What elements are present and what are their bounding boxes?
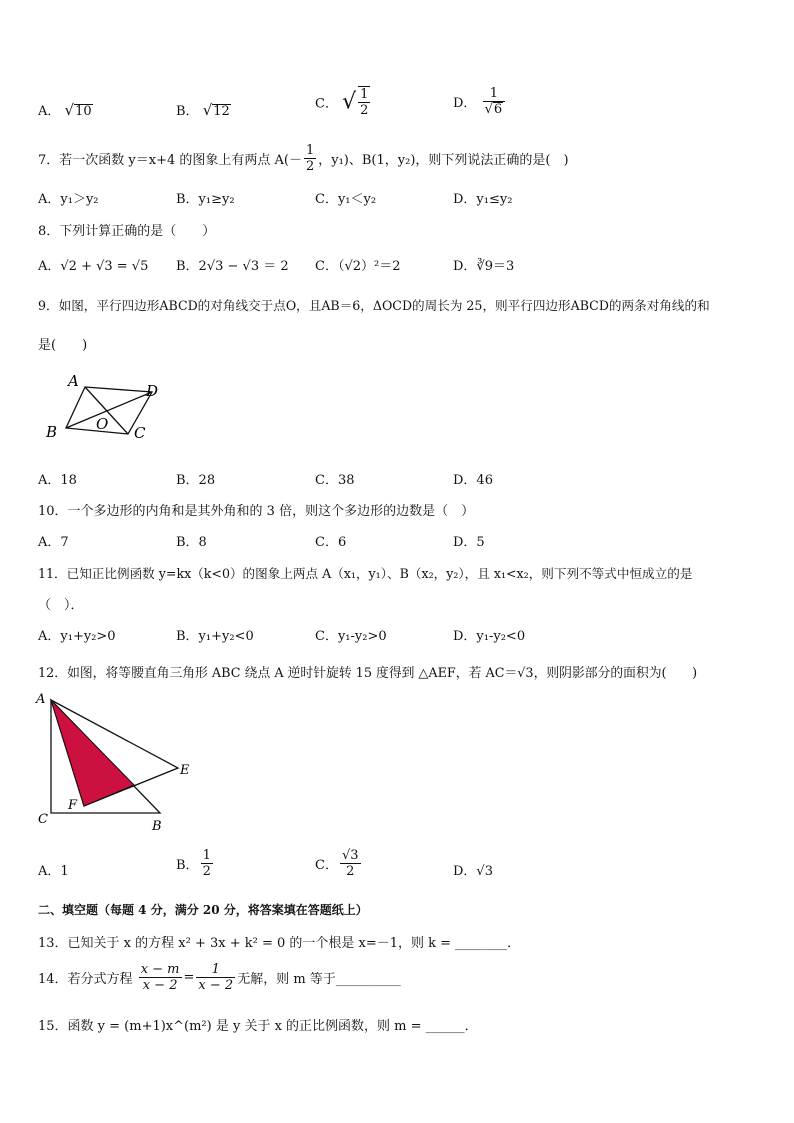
label-E: E	[180, 763, 190, 778]
q8-option-a: A．√2 + √3 = √5	[38, 259, 149, 274]
q11-question: 11．已知正比例函数 y=kx（k<0）的图象上两点 A（x₁，y₁）、B（x₂，y₂），且 x₁<x₂，则下列不等式中恒成立的是	[38, 566, 693, 581]
label-A: A	[68, 372, 79, 390]
q12-option-d: D．√3	[453, 864, 493, 879]
label-A: A	[36, 692, 46, 707]
q11-option-b: B．y₁+y₂<0	[176, 629, 254, 644]
label-C: C	[38, 812, 48, 827]
q10-option-a: A．7	[38, 535, 69, 550]
q14-question: 14．若分式方程 $\frac{x - m}{x - 2}$ = $\frac{1}{x - 2}$ 无解，则 m 等于__________	[38, 962, 401, 993]
q15-question: 15．函数 y = (m+1)x^(m²) 是 y 关于 x 的正比例函数，则 m = ______．	[38, 1019, 478, 1034]
parallelogram-figure	[40, 370, 170, 445]
q11-option-d: D．y₁-y₂<0	[453, 629, 526, 644]
q7-option-a: A．y₁＞y₂	[38, 192, 99, 207]
q12-option-c: C． $\frac{√3}{2}$	[315, 848, 359, 879]
q13-question: 13．已知关于 x 的方程 x² + 3x + k² = 0 的一个根是 x=－1，则 k = ________．	[38, 936, 521, 951]
q6-option-d: D． $\frac{1}{√6}$	[453, 86, 507, 117]
q11-question-cont: （ ）．	[38, 598, 84, 613]
q7-option-d: D．y₁≤y₂	[453, 192, 513, 207]
q7-option-b: B．y₁≥y₂	[176, 192, 235, 207]
label-B: B	[152, 819, 162, 834]
q10-option-d: D．5	[453, 535, 485, 550]
label-F: F	[68, 798, 78, 813]
label-D: D	[146, 382, 159, 400]
q9-option-d: D．46	[453, 473, 493, 488]
label-B: B	[46, 423, 58, 441]
q9-option-c: C．38	[315, 473, 355, 488]
q6-option-b: B． √12	[176, 101, 230, 119]
q9-option-a: A．18	[38, 473, 77, 488]
q10-option-b: B．8	[176, 535, 207, 550]
triangle-rotation-figure	[30, 688, 200, 836]
q10-option-c: C．6	[315, 535, 347, 550]
label-C: C	[134, 424, 146, 442]
q7-option-c: C．y₁＜y₂	[315, 192, 377, 207]
q8-option-b: B．2√3 − √3 ＝ 2	[176, 259, 289, 274]
q10-question: 10．一个多边形的内角和是其外角和的 3 倍，则这个多边形的边数是（ ）	[38, 504, 475, 519]
section-heading: 二、填空题（每题 4 分，满分 20 分，将答案填在答题纸上）	[38, 903, 368, 917]
q7-question: 7．若一次函数 y＝x+4 的图象上有两点 A(－ $\frac{1}{2}$ ，y₁)、B(1，y₂)，则下列说法正确的是( )	[38, 143, 569, 174]
q8-option-d: D．∛9＝3	[453, 259, 515, 274]
q9-option-b: B．28	[176, 473, 216, 488]
q8-question: 8．下列计算正确的是（ ）	[38, 224, 216, 239]
q12-option-b: B． $\frac{1}{2}$	[176, 848, 211, 879]
label-O: O	[96, 415, 109, 433]
shaded-region	[51, 700, 134, 806]
q9-question: 9．如图，平行四边形ABCD的对角线交于点O，且AB＝6，ΔOCD的周长为 25，则平行四边形ABCD的两条对角线的和	[38, 298, 710, 313]
q8-option-c: C．（√2）²＝2	[315, 259, 401, 274]
q12-question: 12．如图，将等腰直角三角形 ABC 绕点 A 逆时针旋转 15 度得到 △AEF，若 AC＝√3，则阴影部分的面积为( )	[38, 666, 698, 681]
q6-option-c: C． √ $\frac{1}{2}$	[315, 87, 369, 118]
q9-question-cont: 是( )	[38, 338, 88, 353]
q11-option-a: A．y₁+y₂>0	[38, 629, 116, 644]
q12-option-a: A．1	[38, 864, 69, 879]
q11-option-c: C．y₁-y₂>0	[315, 629, 387, 644]
q6-option-a: A． √10	[38, 101, 92, 119]
